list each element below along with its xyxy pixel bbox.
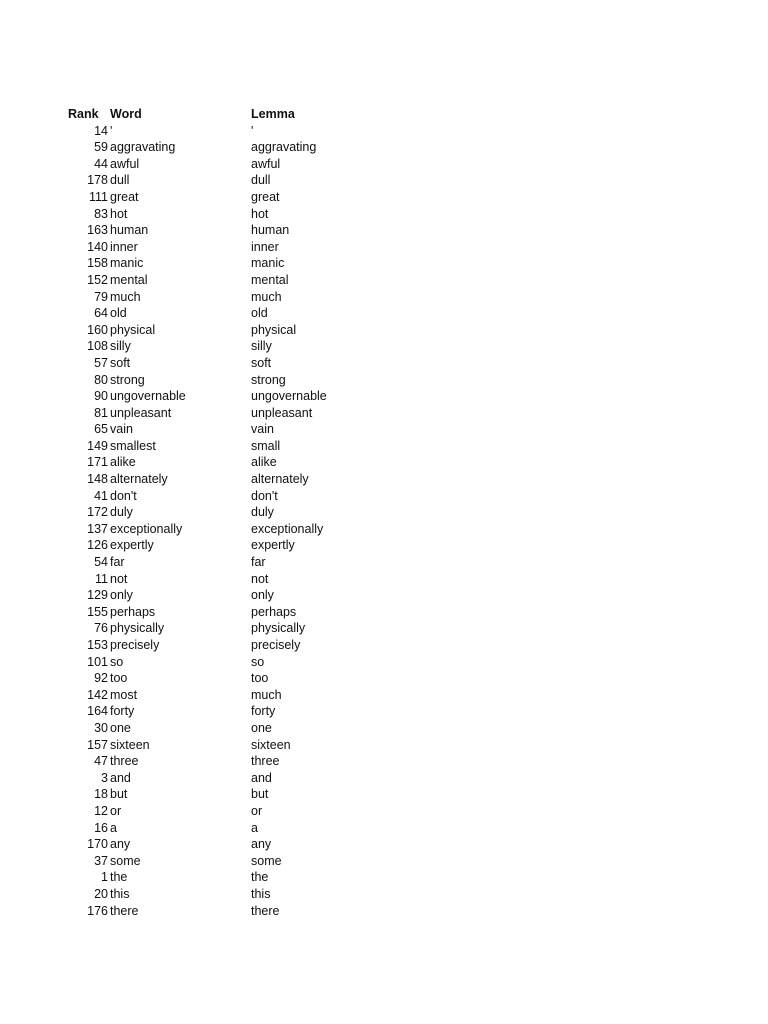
lemma-header: Lemma: [251, 107, 295, 121]
rank-cell: 163: [87, 223, 108, 238]
word-cell: exceptionally: [110, 521, 183, 536]
word-cell: don't: [110, 488, 137, 503]
lemma-cell: only: [251, 588, 274, 603]
table-row: [68, 405, 368, 422]
lemma-cell: silly: [251, 339, 272, 354]
table-row: [68, 322, 368, 339]
table-row: [68, 537, 368, 554]
word-cell: there: [110, 903, 139, 918]
table-body: [68, 123, 368, 920]
table-row: [68, 272, 368, 289]
word-table: [68, 106, 368, 919]
table-row: [68, 172, 368, 189]
rank-cell: 3: [101, 770, 108, 785]
rank-cell: 54: [94, 555, 108, 570]
rank-cell: 171: [87, 455, 108, 470]
lemma-cell: and: [251, 770, 272, 785]
word-cell: hot: [110, 206, 128, 221]
rank-cell: 80: [94, 372, 108, 387]
lemma-cell: forty: [251, 704, 276, 719]
word-cell: some: [110, 853, 141, 868]
rank-cell: 178: [87, 173, 108, 188]
rank-cell: 170: [87, 837, 108, 852]
table-row: [68, 853, 368, 870]
rank-cell: 108: [87, 339, 108, 354]
lemma-cell: aggravating: [251, 140, 317, 155]
word-cell: or: [110, 803, 122, 818]
rank-cell: 155: [87, 604, 108, 619]
word-cell: duly: [110, 505, 133, 520]
word-cell: ': [110, 123, 113, 138]
lemma-cell: ': [251, 123, 254, 138]
rank-cell: 1: [101, 870, 108, 885]
table-row: [68, 222, 368, 239]
lemma-cell: exceptionally: [251, 521, 324, 536]
lemma-cell: so: [251, 654, 265, 669]
lemma-cell: vain: [251, 422, 274, 437]
rank-cell: 16: [94, 820, 108, 835]
table-row: [68, 571, 368, 588]
rank-cell: 142: [87, 687, 108, 702]
rank-cell: 92: [94, 671, 108, 686]
lemma-cell: old: [251, 306, 268, 321]
rank-cell: 37: [94, 853, 108, 868]
rank-cell: 126: [87, 538, 108, 553]
rank-cell: 44: [94, 156, 108, 171]
lemma-cell: a: [251, 820, 258, 835]
lemma-cell: three: [251, 754, 280, 769]
lemma-cell: strong: [251, 372, 286, 387]
lemma-cell: unpleasant: [251, 405, 313, 420]
rank-cell: 153: [87, 638, 108, 652]
table-row: [68, 305, 368, 322]
lemma-cell: too: [251, 671, 269, 686]
rank-cell: 12: [94, 803, 108, 818]
table-row: [68, 687, 368, 704]
lemma-cell: much: [251, 289, 282, 304]
lemma-cell: inner: [251, 239, 279, 254]
lemma-cell: physical: [251, 322, 297, 337]
word-cell: human: [110, 223, 149, 238]
rank-cell: 57: [94, 355, 108, 370]
table-row: [68, 604, 368, 621]
word-cell: only: [110, 588, 133, 603]
table-row: [68, 620, 368, 637]
table-row: [68, 587, 368, 604]
rank-cell: 172: [87, 505, 108, 520]
word-cell: sixteen: [110, 737, 150, 752]
table-row: [68, 372, 368, 389]
lemma-cell: mental: [251, 272, 289, 287]
word-cell: so: [110, 654, 124, 669]
rank-cell: 149: [87, 438, 108, 453]
table-row: [68, 471, 368, 488]
word-cell: and: [110, 770, 131, 785]
table-row: [68, 438, 368, 455]
word-cell: smallest: [110, 438, 156, 453]
rank-cell: 176: [87, 903, 108, 918]
word-cell: unpleasant: [110, 405, 172, 420]
table-row: [68, 637, 368, 654]
lemma-cell: hot: [251, 206, 269, 221]
word-cell: alike: [110, 455, 136, 470]
lemma-cell: expertly: [251, 538, 295, 553]
lemma-cell: alike: [251, 455, 277, 470]
word-cell: strong: [110, 372, 145, 387]
lemma-cell: small: [251, 438, 281, 453]
lemma-cell: much: [251, 687, 282, 702]
rank-cell: 137: [87, 521, 108, 536]
lemma-cell: perhaps: [251, 604, 297, 619]
rank-cell: 152: [87, 272, 108, 287]
table-row: [68, 720, 368, 737]
word-cell: too: [110, 671, 128, 686]
rank-cell: 160: [87, 322, 108, 337]
lemma-cell: precisely: [251, 638, 301, 652]
rank-cell: 76: [94, 621, 108, 636]
word-header: Word: [110, 107, 142, 121]
table-row: [68, 886, 368, 903]
table-row: [68, 753, 368, 770]
table-row: [68, 239, 368, 256]
lemma-cell: or: [251, 803, 263, 818]
word-cell: ungovernable: [110, 389, 186, 404]
rank-cell: 111: [88, 189, 108, 204]
rank-cell: 101: [87, 654, 108, 669]
lemma-cell: dull: [251, 173, 271, 188]
rank-cell: 30: [94, 720, 108, 735]
table-row: [68, 156, 368, 173]
rank-cell: 64: [94, 306, 108, 321]
table-row: [68, 670, 368, 687]
word-cell: great: [110, 189, 139, 204]
table-row: [68, 504, 368, 521]
table-row: [68, 189, 368, 206]
rank-cell: 140: [87, 239, 108, 254]
word-cell: three: [110, 754, 139, 769]
word-cell: forty: [110, 704, 135, 719]
word-cell: physically: [110, 621, 165, 636]
rank-cell: 90: [94, 389, 108, 404]
table-row: [68, 654, 368, 671]
word-cell: dull: [110, 173, 130, 188]
word-cell: any: [110, 837, 131, 852]
lemma-cell: the: [251, 870, 269, 885]
lemma-cell: alternately: [251, 472, 309, 487]
word-cell: mental: [110, 272, 148, 287]
table-row: [68, 903, 368, 920]
table-header-row: [68, 106, 368, 123]
word-cell: aggravating: [110, 140, 176, 155]
rank-cell: 20: [94, 886, 108, 901]
rank-cell: 47: [94, 754, 108, 769]
word-cell: one: [110, 720, 131, 735]
table-row: [68, 355, 368, 372]
rank-cell: 164: [87, 704, 108, 719]
table-row: [68, 123, 368, 140]
word-cell: expertly: [110, 538, 154, 553]
rank-cell: 14: [94, 123, 108, 138]
lemma-cell: awful: [251, 156, 281, 171]
table-row: [68, 737, 368, 754]
lemma-cell: not: [251, 571, 269, 586]
rank-cell: 83: [94, 206, 108, 221]
lemma-cell: one: [251, 720, 272, 735]
table-row: [68, 820, 368, 837]
word-cell: far: [110, 555, 125, 570]
rank-cell: 79: [94, 289, 108, 304]
lemma-cell: ungovernable: [251, 389, 327, 404]
word-cell: the: [110, 870, 128, 885]
word-cell: a: [110, 820, 117, 835]
rank-cell: 11: [95, 571, 108, 586]
word-cell: alternately: [110, 472, 168, 487]
word-cell: most: [110, 687, 138, 702]
word-cell: awful: [110, 156, 140, 171]
table-row: [68, 521, 368, 538]
lemma-cell: soft: [251, 355, 272, 370]
word-cell: vain: [110, 422, 133, 437]
table-row: [68, 388, 368, 405]
rank-cell: 41: [94, 488, 108, 503]
rank-cell: 158: [87, 256, 108, 271]
table-row: [68, 770, 368, 787]
rank-cell: 148: [87, 472, 108, 487]
word-cell: this: [110, 886, 130, 901]
table-row: [68, 338, 368, 355]
word-cell: much: [110, 289, 141, 304]
table-row: [68, 554, 368, 571]
word-cell: inner: [110, 239, 138, 254]
word-cell: manic: [110, 256, 144, 271]
lemma-cell: some: [251, 853, 282, 868]
table-row: [68, 421, 368, 438]
table-row: [68, 703, 368, 720]
lemma-cell: human: [251, 223, 290, 238]
table-row: [68, 289, 368, 306]
table-row: [68, 139, 368, 156]
lemma-cell: don't: [251, 488, 278, 503]
rank-header: Rank: [68, 107, 99, 121]
word-cell: but: [110, 787, 128, 802]
table-row: [68, 803, 368, 820]
rank-cell: 157: [87, 737, 108, 752]
rank-cell: 65: [94, 422, 108, 437]
table-row: [68, 255, 368, 272]
lemma-cell: but: [251, 787, 269, 802]
rank-cell: 18: [94, 787, 108, 802]
word-cell: old: [110, 306, 127, 321]
lemma-cell: manic: [251, 256, 285, 271]
table-row: [68, 786, 368, 803]
lemma-cell: sixteen: [251, 737, 291, 752]
lemma-cell: any: [251, 837, 272, 852]
table-row: [68, 206, 368, 223]
lemma-cell: duly: [251, 505, 274, 520]
table-row: [68, 869, 368, 886]
word-cell: physical: [110, 322, 156, 337]
lemma-cell: there: [251, 903, 280, 918]
lemma-cell: far: [251, 555, 266, 570]
word-cell: not: [110, 571, 128, 586]
rank-cell: 81: [94, 405, 108, 420]
table-row: [68, 488, 368, 505]
rank-cell: 129: [87, 588, 108, 603]
table-row: [68, 836, 368, 853]
lemma-cell: this: [251, 886, 271, 901]
lemma-cell: great: [251, 189, 280, 204]
word-cell: silly: [110, 339, 131, 354]
word-cell: precisely: [110, 638, 160, 652]
lemma-cell: physically: [251, 621, 306, 636]
rank-cell: 59: [94, 140, 108, 155]
table-row: [68, 454, 368, 471]
word-cell: soft: [110, 355, 131, 370]
word-cell: perhaps: [110, 604, 156, 619]
